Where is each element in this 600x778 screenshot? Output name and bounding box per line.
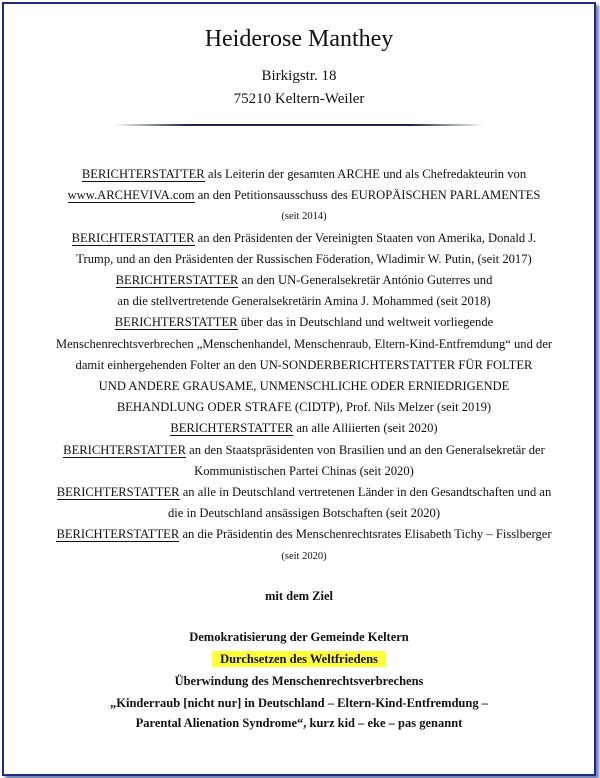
- line: BERICHTERSTATTER an den Präsidenten der Vereinigten Staaten von Amerika, Donald J.: [71, 230, 537, 245]
- line: BERICHTERSTATTER an den UN-Generalsekretär António Guterres und: [115, 273, 493, 288]
- goal-kinderraub: „Kinderraub [nicht nur] in Deutschland – Eltern-Kind-Entfremdung –: [110, 696, 488, 710]
- line: Menschenrechtsverbrechen „Menschenhandel, Menschenraub, Eltern-Kind-Entfremdung“ und der: [55, 336, 553, 351]
- line: BERICHTERSTATTER an die Präsidentin des Menschenrechtsrates Elisabeth Tichy – Fisslberger: [56, 527, 552, 542]
- line: Kommunistischen Partei Chinas (seit 2020): [194, 463, 414, 478]
- line: (seit 2014): [281, 211, 327, 223]
- reporter-label: BERICHTERSTATTER: [114, 315, 238, 330]
- line: damit einhergehenden Folter an den UN-SONDERBERICHTERSTATTER FÜR FOLTER: [75, 357, 533, 372]
- line: BERICHTERSTATTER als Leiterin der gesamten ARCHE und als Chefredakteurin von: [81, 167, 527, 181]
- city-address: 75210 Keltern-Weiler: [233, 91, 365, 107]
- author-name: Heiderose Manthey: [204, 26, 394, 52]
- highlighted-text: Durchsetzen des Weltfriedens: [212, 651, 386, 667]
- line: BERICHTERSTATTER an den Staatspräsidenten von Brasilien und an den Generalsekretär der: [63, 442, 545, 457]
- reporter-label: BERICHTERSTATTER: [56, 527, 180, 542]
- goal-parental-alienation: Parental Alienation Syndrome“, kurz kid – eke – pas genannt: [135, 716, 463, 730]
- reporter-label: BERICHTERSTATTER: [81, 167, 205, 181]
- line: (seit 2020): [281, 550, 327, 562]
- line: UND ANDERE GRAUSAME, UNMENSCHLICHE ODER ERNIEDRIGENDE: [98, 379, 510, 394]
- goal-overcoming: Überwindung des Menschenrechtsverbrechens: [174, 674, 424, 688]
- reporter-label: BERICHTERSTATTER: [170, 421, 294, 436]
- line: www.ARCHEVIVA.com an den Petitionsausschuss des EUROPÄISCHEN PARLAMENTES: [67, 188, 541, 203]
- line: BERICHTERSTATTER an alle in Deutschland vertretenen Länder in den Gesandtschaften und an: [56, 485, 552, 500]
- goal-democratization: Demokratisierung der Gemeinde Keltern: [189, 630, 409, 644]
- line: Trump, und an den Präsidenten der Russischen Föderation, Wladimir W. Putin, (seit 2017): [76, 251, 532, 266]
- page-frame: [2, 2, 596, 776]
- reporter-label: BERICHTERSTATTER: [56, 485, 180, 500]
- line: BERICHTERSTATTER über das in Deutschland und weltweit vorliegende: [114, 315, 494, 330]
- street-address: Birkigstr. 18: [261, 68, 337, 84]
- reporter-label: BERICHTERSTATTER: [71, 230, 195, 245]
- line: die in Deutschland ansässigen Botschaften (seit 2020): [167, 506, 441, 521]
- goal-intro: mit dem Ziel: [264, 589, 334, 603]
- reporter-label: BERICHTERSTATTER: [115, 273, 239, 288]
- line: BERICHTERSTATTER an alle Alliierten (seit 2020): [170, 421, 438, 436]
- line: BEHANDLUNG ODER STRAFE (CIDTP), Prof. Nils Melzer (seit 2019): [116, 400, 492, 415]
- archeviva-link[interactable]: www.ARCHEVIVA.com: [67, 188, 195, 203]
- goal-world-peace: [4, 652, 594, 667]
- reporter-roles: [34, 164, 574, 567]
- line: an die stellvertretende Generalsekretärin Amina J. Mohammed (seit 2018): [117, 294, 491, 309]
- reporter-label: BERICHTERSTATTER: [63, 442, 187, 457]
- header-divider: [114, 124, 484, 126]
